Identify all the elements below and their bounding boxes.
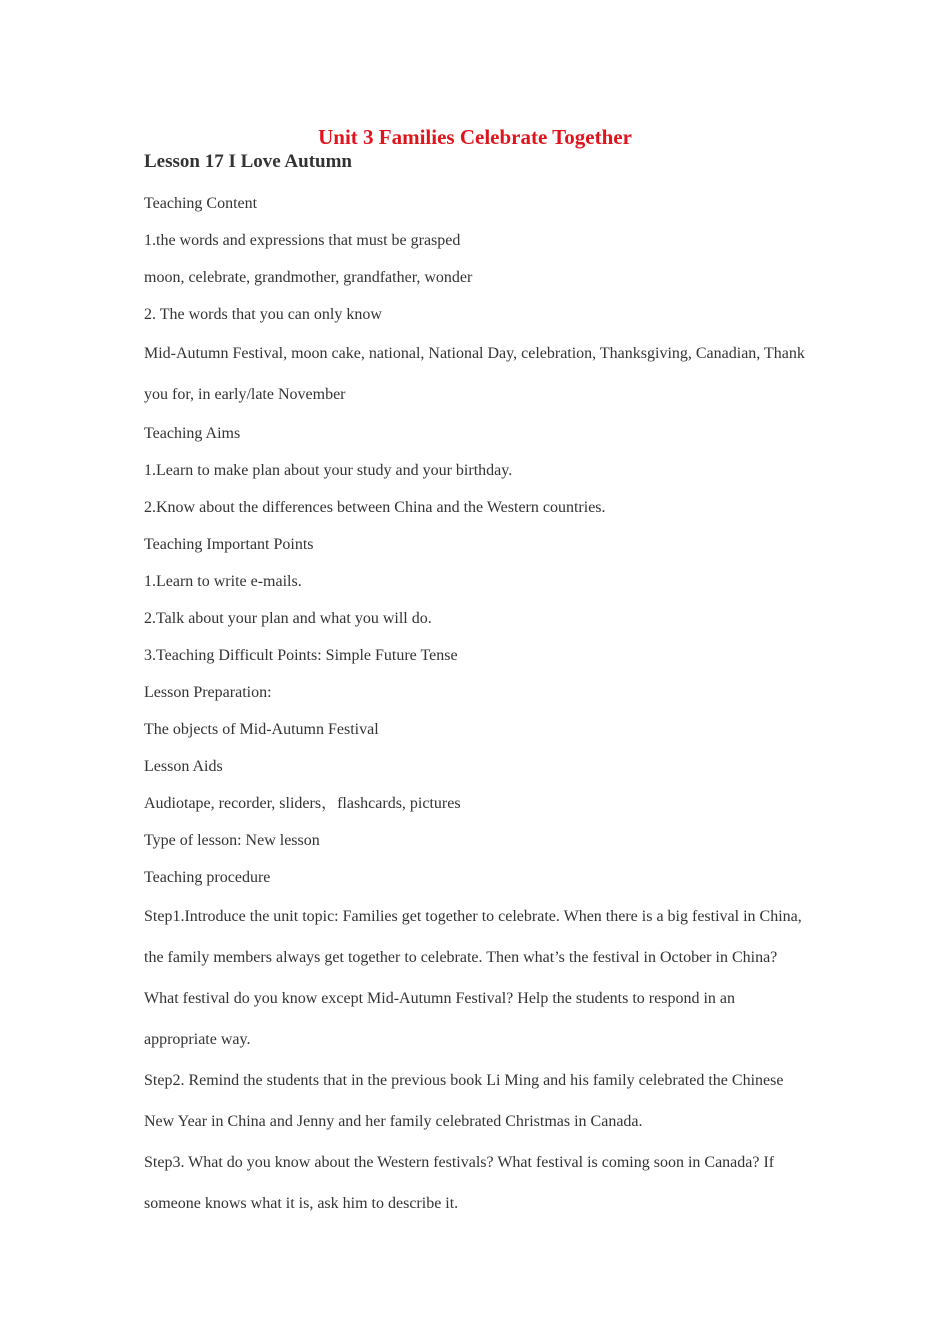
text-line: 3.Teaching Difficult Points: Simple Future Tense [144,647,458,664]
document-body [144,185,810,1224]
text-line: 2.Talk about your plan and what you will do. [144,610,432,627]
text-line: 2.Know about the differences between China and the Western countries. [144,499,606,516]
section-heading-lesson-aids: Lesson Aids [144,758,223,775]
section-heading-important-points: Teaching Important Points [144,536,314,553]
extra-word-list: Mid-Autumn Festival, moon cake, national, National Day, celebration, Thanksgiving, Canadian, Thank you for, in early/late November [144,345,805,403]
lesson-heading: Lesson 17 I Love Autumn [144,151,352,172]
section-heading-teaching-content: Teaching Content [144,195,258,212]
text-line: 1.Learn to make plan about your study and your birthday. [144,462,513,479]
procedure-step-1: Step1.Introduce the unit topic: Families get together to celebrate. When there is a big festival in China, the family members always get together to celebrate. Then what’s the festival in October in China? What festival do you know except Mid-Autumn Festival? Help the students to respond in an appropriate way. [144,908,802,1048]
text-line: Type of lesson: New lesson [144,832,320,849]
text-line: Audiotape, recorder, sliders，flashcards, pictures [144,795,461,812]
section-heading-lesson-preparation: Lesson Preparation: [144,684,272,701]
text-line: 1.the words and expressions that must be grasped [144,232,461,249]
text-line: 2. The words that you can only know [144,306,382,323]
section-heading-teaching-procedure: Teaching procedure [144,869,271,886]
text-line: 1.Learn to write e-mails. [144,573,302,590]
procedure-step-3: Step3. What do you know about the Western festivals? What festival is coming soon in Canada? If someone knows what it is, ask him to describe it. [144,1154,775,1212]
unit-title: Unit 3 Families Celebrate Together [318,125,632,149]
section-heading-teaching-aims: Teaching Aims [144,425,241,442]
word-list: moon, celebrate, grandmother, grandfather, wonder [144,269,473,286]
procedure-step-2: Step2. Remind the students that in the previous book Li Ming and his family celebrated the Chinese New Year in China and Jenny and her family celebrated Christmas in Canada. [144,1072,784,1130]
text-line: The objects of Mid-Autumn Festival [144,721,379,738]
